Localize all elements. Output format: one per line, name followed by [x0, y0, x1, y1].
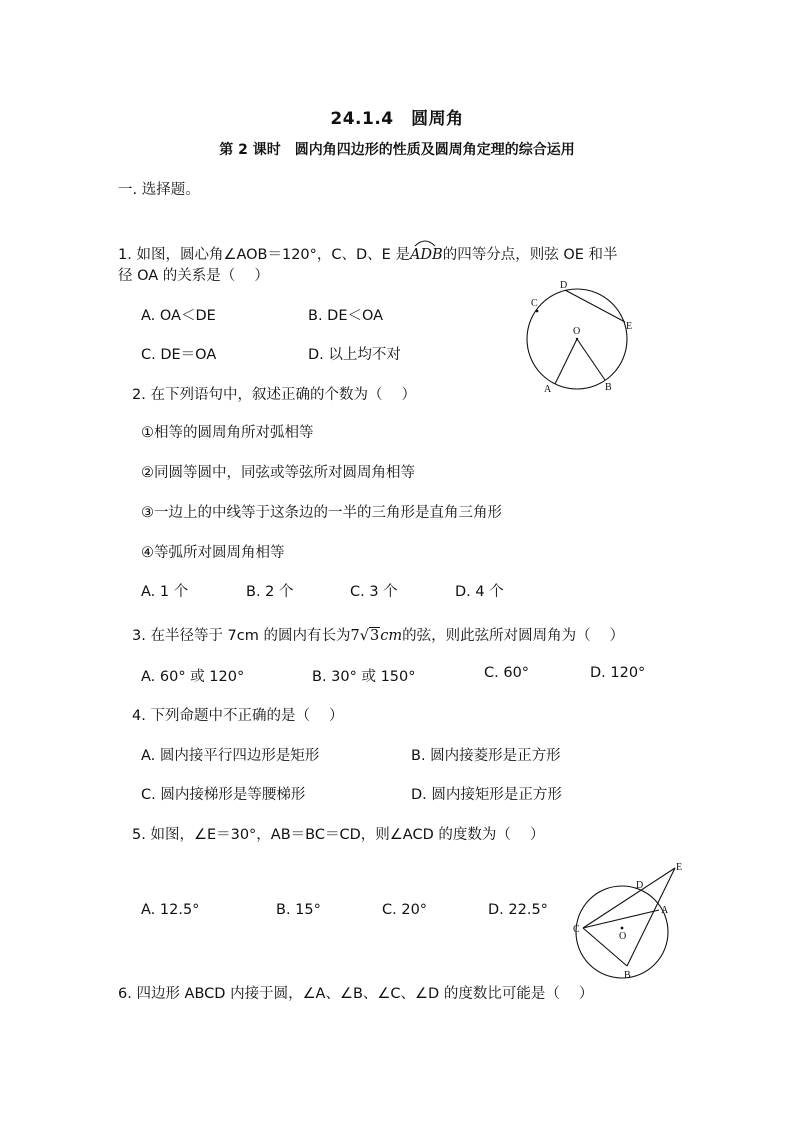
q3-option-d: D. 120°	[590, 665, 646, 681]
q4-stem: 4. 下列命题中不正确的是（ ）	[132, 708, 344, 724]
page-title: 24.1.4 圆周角	[330, 109, 464, 129]
q5-label-c: C	[573, 924, 580, 935]
q1-option-a: A. OA＜DE	[141, 308, 216, 324]
q5-label-a: A	[661, 905, 669, 916]
q2-option-a: A. 1 个	[141, 584, 189, 600]
page-subtitle: 第 2 课时 圆内角四边形的性质及圆周角定理的综合运用	[219, 142, 575, 158]
q5-circle-figure	[565, 858, 695, 983]
q1-stem-pre: 1. 如图，圆心角∠AOB＝120°，C、D、E 是	[118, 247, 410, 263]
q1-label-b: B	[605, 382, 612, 393]
q2-statement-1: ①相等的圆周角所对弧相等	[141, 425, 314, 441]
q4-option-a: A. 圆内接平行四边形是矩形	[141, 748, 320, 764]
q1-radius-oa	[555, 339, 577, 384]
q1-label-o: O	[573, 326, 581, 337]
q3-option-b: B. 30° 或 150°	[312, 669, 416, 685]
q5-chord-ca	[583, 910, 659, 928]
q3-expr-unit: cm	[380, 628, 403, 644]
q5-label-e: E	[676, 862, 683, 873]
q1-chord-de	[565, 290, 625, 322]
q5-option-c: C. 20°	[382, 902, 428, 918]
q5-line-ce	[583, 868, 675, 928]
q2-option-c: C. 3 个	[350, 584, 398, 600]
q5-option-b: B. 15°	[276, 902, 321, 918]
sqrt-icon: √	[359, 628, 369, 644]
q6-stem: 6. 四边形 ABCD 内接于圆，∠A、∠B、∠C、∠D 的度数比可能是（ ）	[118, 986, 594, 1002]
q2-option-b: B. 2 个	[246, 584, 294, 600]
q3-option-c: C. 60°	[484, 665, 530, 681]
q5-line-eb	[627, 868, 675, 966]
q5-option-d: D. 22.5°	[488, 902, 548, 918]
q3-stem	[132, 624, 624, 645]
q4-option-c: C. 圆内接梯形是等腰梯形	[141, 787, 306, 803]
q1-option-b: B. DE＜OA	[308, 308, 384, 324]
q3-stem-pre: 3. 在半径等于 7cm 的圆内有长为	[132, 628, 351, 644]
q5-option-a: A. 12.5°	[141, 902, 200, 918]
q3-stem-post: 的弦，则此弦所对圆周角为（ ）	[402, 628, 625, 644]
q1-arc-notation	[410, 247, 443, 263]
q4-option-b: B. 圆内接菱形是正方形	[411, 748, 561, 764]
q1-circle-figure	[525, 278, 640, 398]
q1-label-d: D	[560, 280, 568, 291]
q1-option-d: D. 以上均不对	[308, 347, 401, 363]
q2-stem: 2. 在下列语句中，叙述正确的个数为（ ）	[132, 387, 417, 403]
q2-option-d: D. 4 个	[455, 584, 504, 600]
q3-expr-coef: 7	[350, 628, 360, 644]
q1-arc-label: ADB	[409, 247, 443, 263]
q5-center-point	[621, 927, 624, 930]
q1-label-e: E	[626, 321, 633, 332]
q5-label-d: D	[636, 880, 644, 891]
q2-statement-3: ③一边上的中线等于这条边的一半的三角形是直角三角形	[141, 505, 502, 521]
q2-statement-2: ②同圆等圆中，同弦或等弦所对圆周角相等	[141, 465, 415, 481]
q2-statement-4: ④等弧所对圆周角相等	[141, 545, 285, 561]
q1-label-a: A	[544, 384, 552, 395]
q1-option-c: C. DE＝OA	[141, 347, 217, 363]
q1-stem-post: 的四等分点，则弦 OE 和半	[442, 247, 618, 263]
q1-center-point	[576, 338, 578, 340]
q1-point-c	[536, 310, 539, 313]
q3-option-a: A. 60° 或 120°	[141, 669, 245, 685]
q1-label-c: C	[531, 298, 538, 309]
q5-label-b: B	[624, 970, 631, 981]
q5-stem: 5. 如图，∠E＝30°，AB＝BC＝CD，则∠ACD 的度数为（ ）	[132, 827, 545, 843]
q3-expression	[350, 627, 402, 644]
q5-label-o: O	[619, 931, 627, 942]
q1-stem-line2: 径 OA 的关系是（ ）	[118, 268, 269, 284]
q4-option-d: D. 圆内接矩形是正方形	[411, 787, 562, 803]
q1-stem-line1	[118, 243, 618, 264]
arc-symbol-icon	[414, 238, 436, 247]
q3-expr-radicand: 3	[369, 628, 380, 644]
q1-radius-ob	[577, 339, 605, 380]
section-heading: 一. 选择题。	[118, 182, 200, 198]
